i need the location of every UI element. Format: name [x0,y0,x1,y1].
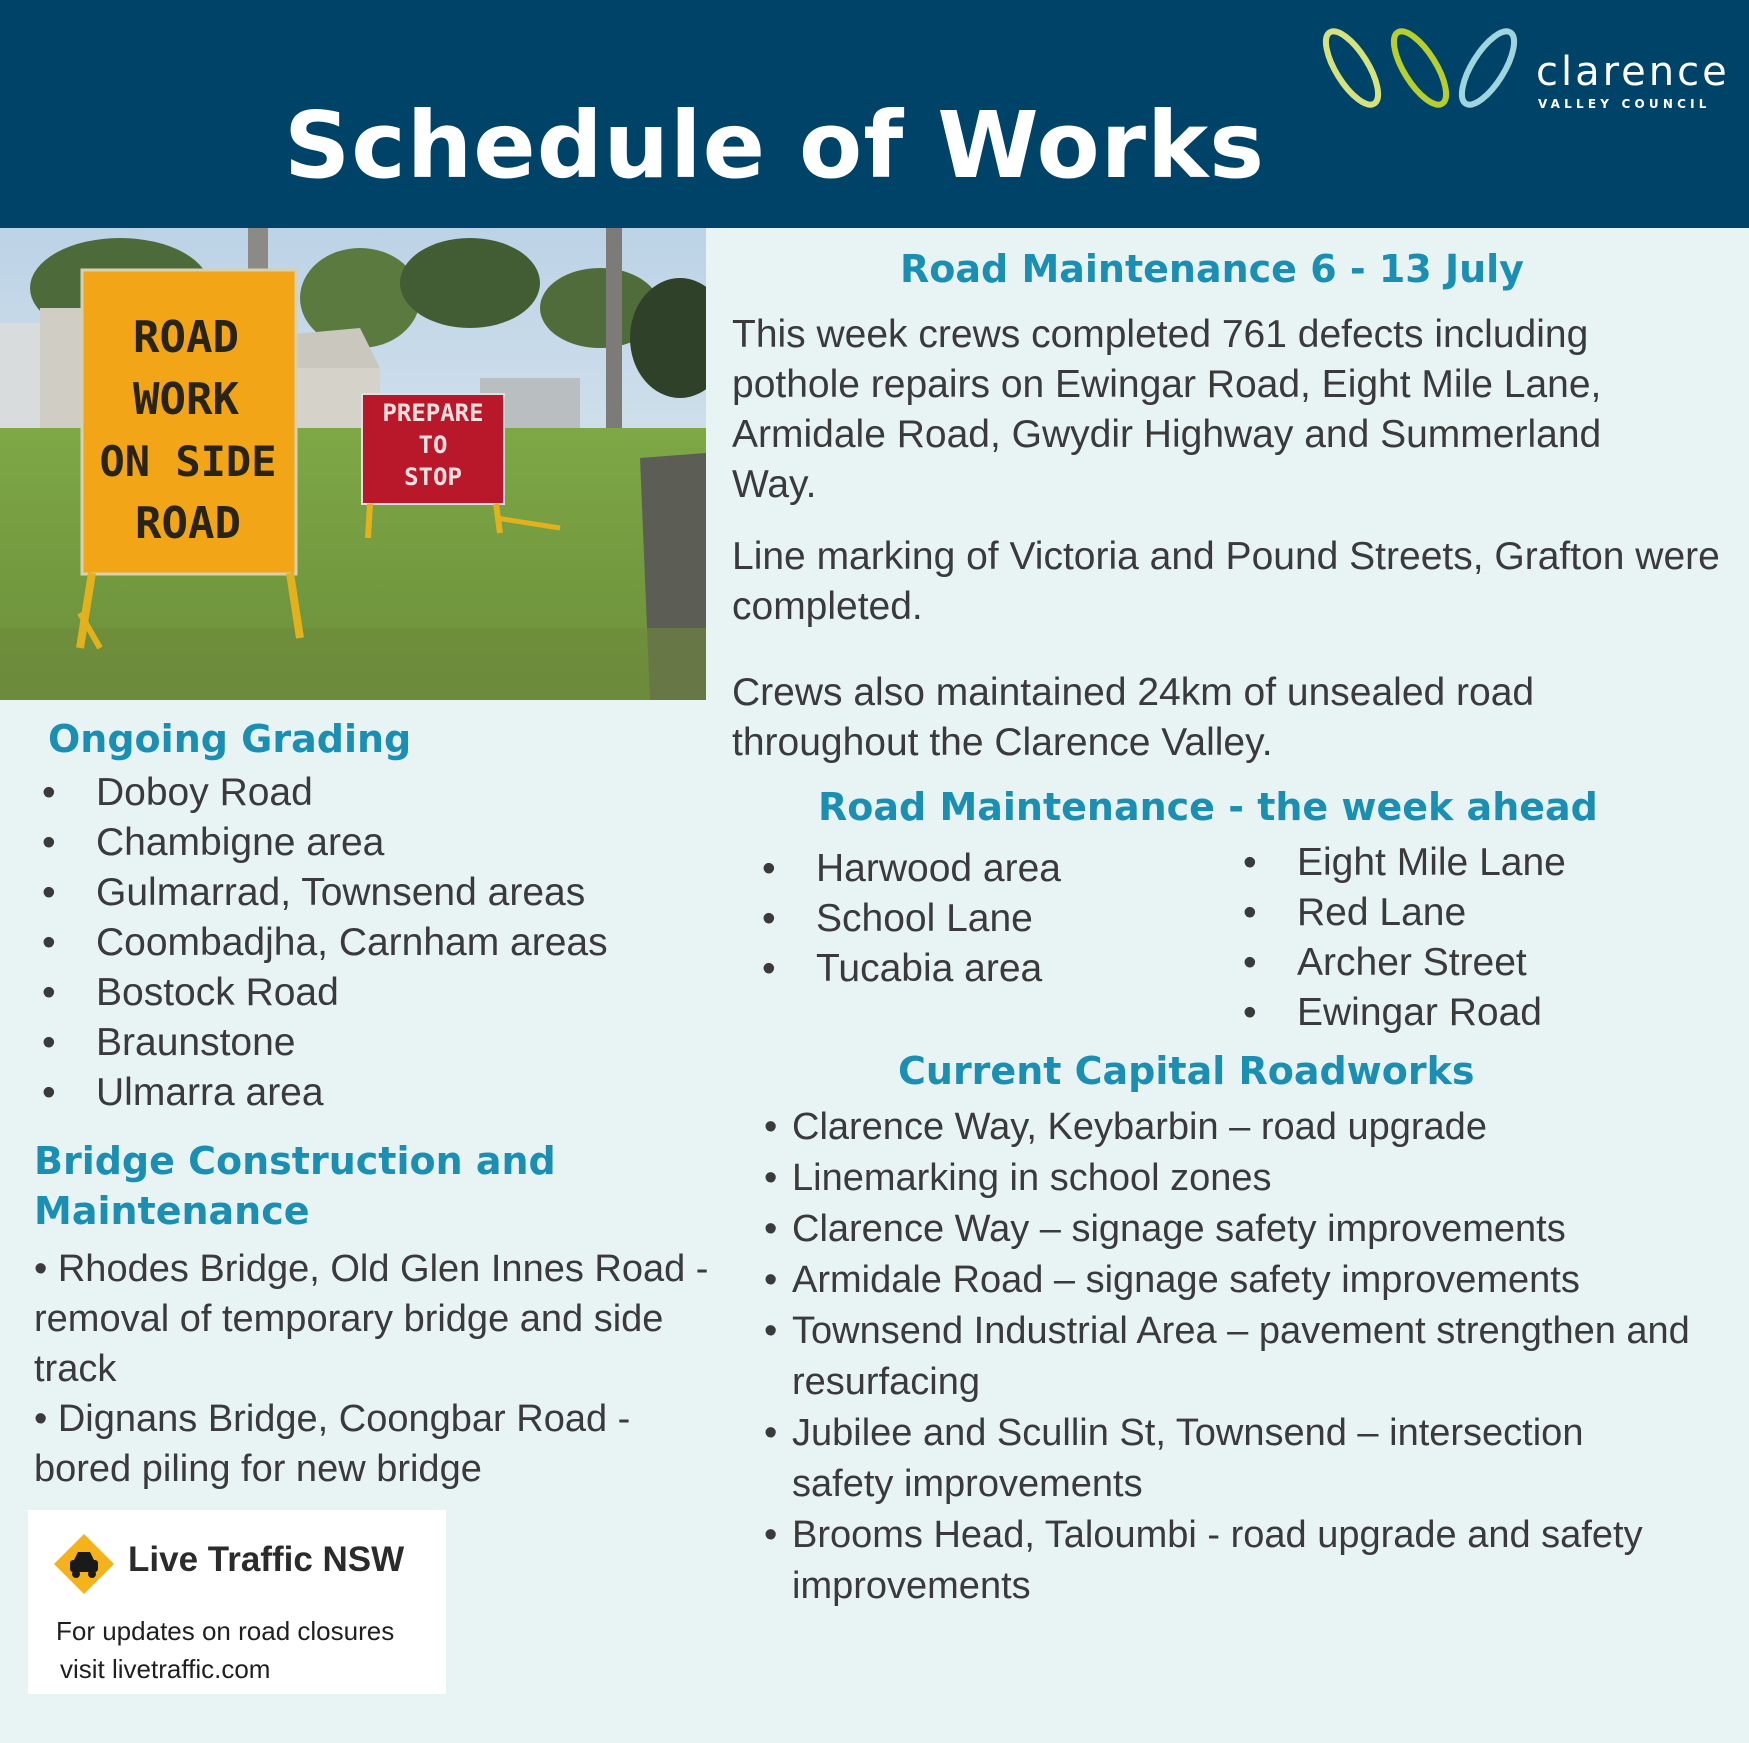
list-item: • Townsend Industrial Area – pavement strengthen and resurfacing [762,1306,1692,1408]
list-item: • Doboy Road [40,768,608,818]
list-item: • Brooms Head, Taloumbi - road upgrade and safety improvements [762,1510,1692,1612]
road-maintenance-para2: Line marking of Victoria and Pound Streets, Grafton were completed. [732,535,1720,628]
sign-small-line: PREPARE [382,399,484,427]
list-item: • Eight Mile Lane [1241,838,1566,888]
week-ahead-list-col1 [760,844,1061,994]
sign-small-line: TO [418,431,448,459]
list-item: • Rhodes Bridge, Old Glen Innes Road - removal of temporary bridge and side track [34,1248,709,1390]
list-item: • Dignans Bridge, Coongbar Road - bored piling for new bridge [34,1398,631,1490]
roadwork-photo [0,228,706,700]
sign-small-line: STOP [404,463,462,491]
ongoing-grading-list [40,768,608,1118]
live-traffic-line1: For updates on road closures [56,1616,395,1646]
list-item: • School Lane [760,894,1061,944]
page-title: Schedule of Works [284,92,1265,199]
live-traffic-title: Live Traffic NSW [128,1540,405,1579]
list-item: • Clarence Way, Keybarbin – road upgrade [762,1102,1692,1153]
road-maintenance-para3: Crews also maintained 24km of unsealed road throughout the Clarence Valley. [732,671,1535,764]
list-item: • Harwood area [760,844,1061,894]
logo-subtitle: VALLEY COUNCIL [1538,97,1711,111]
list-item: • Tucabia area [760,944,1061,994]
bridge-heading-line2: Maintenance [34,1189,310,1233]
list-item: • Jubilee and Scullin St, Townsend – intersection safety improvements [762,1408,1692,1510]
list-item: • Clarence Way – signage safety improvements [762,1204,1692,1255]
sign-main-line: ROAD [133,312,239,363]
list-item: • Armidale Road – signage safety improvements [762,1255,1692,1306]
bridge-heading-line1: Bridge Construction and [34,1139,556,1183]
list-item: • Linemarking in school zones [762,1153,1692,1204]
list-item: • Chambigne area [40,818,608,868]
list-item: • Red Lane [1241,888,1566,938]
header-banner [0,0,1749,228]
list-item: • Coombadjha, Carnham areas [40,918,608,968]
ongoing-grading-heading: Ongoing Grading [48,717,412,761]
road-maintenance-heading: Road Maintenance 6 - 13 July [900,247,1524,291]
week-ahead-list-col2 [1241,838,1566,1038]
car-warning-icon [52,1532,116,1596]
capital-heading: Current Capital Roadworks [898,1049,1475,1093]
list-item: • Braunstone [40,1018,608,1068]
sign-main-line: ON SIDE [99,437,277,486]
logo-wordmark: clarence [1536,49,1730,95]
week-ahead-heading: Road Maintenance - the week ahead [818,785,1598,829]
bridge-list [34,1244,714,1494]
road-maintenance-para1: This week crews completed 761 defects including pothole repairs on Ewingar Road, Eight Mile Lane, Armidale Road, Gwydir Highway and Summerland Way. [732,313,1602,506]
logo-rings-icon [1316,28,1536,118]
list-item: • Ulmarra area [40,1068,608,1118]
council-logo [1316,28,1736,118]
list-item: • Bostock Road [40,968,608,1018]
list-item: • Gulmarrad, Townsend areas [40,868,608,918]
sign-main-line: WORK [133,374,239,425]
live-traffic-line2[interactable]: visit livetraffic.com [60,1654,271,1684]
list-item: • Archer Street [1241,938,1566,988]
list-item: • Ewingar Road [1241,988,1566,1038]
sign-main-line: ROAD [135,498,241,549]
live-traffic-box[interactable] [28,1510,446,1694]
capital-list [762,1102,1692,1612]
